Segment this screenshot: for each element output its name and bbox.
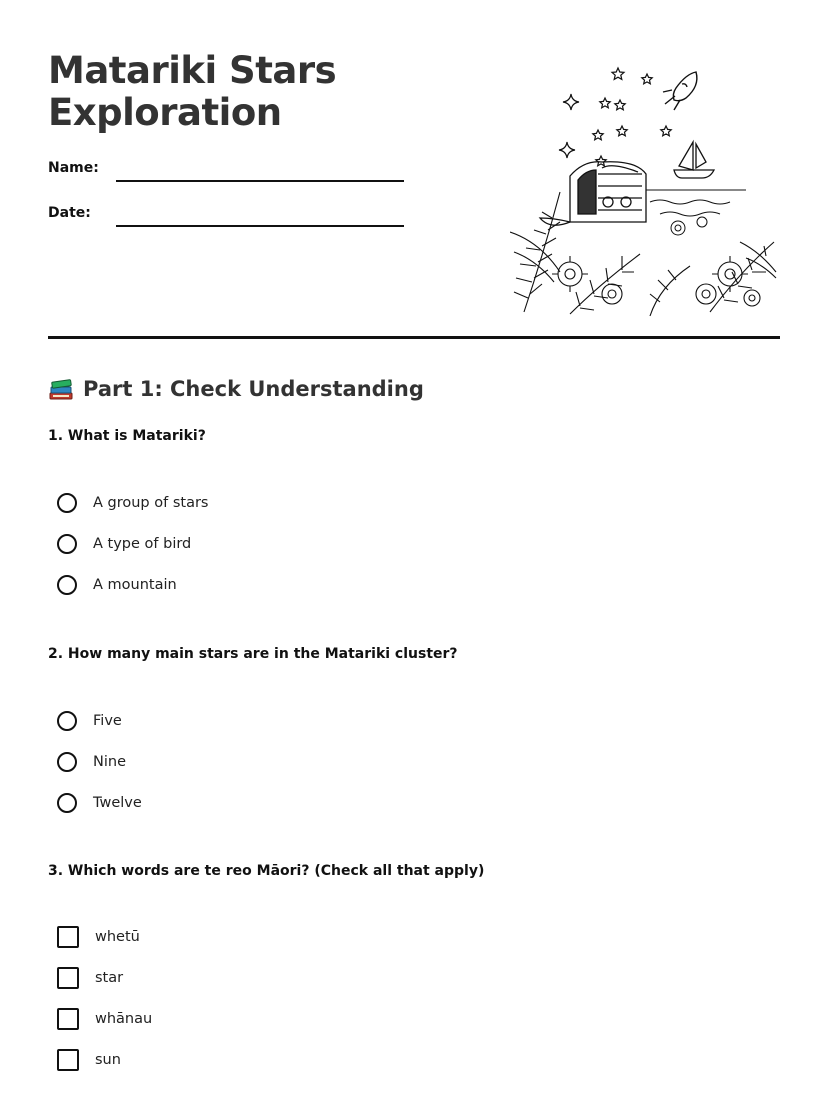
- books-icon: [48, 376, 74, 402]
- date-label: Date:: [48, 205, 91, 221]
- stars-icon: [559, 68, 671, 166]
- option-label: Five: [93, 713, 122, 729]
- option-label: A group of stars: [93, 495, 209, 511]
- comet-icon: [663, 72, 697, 110]
- radio-button[interactable]: [57, 711, 77, 731]
- q3-option-4[interactable]: [57, 1047, 121, 1073]
- q2-option-2[interactable]: [57, 749, 126, 775]
- q1-option-1[interactable]: [57, 490, 208, 516]
- radio-button[interactable]: [57, 752, 77, 772]
- q1-option-2[interactable]: [57, 531, 191, 557]
- title-line-1: Matariki Stars: [48, 49, 337, 92]
- q2-option-1[interactable]: [57, 708, 122, 734]
- date-line[interactable]: [116, 225, 404, 227]
- part1-heading: [48, 374, 424, 404]
- option-label: star: [95, 970, 124, 986]
- option-label: A mountain: [93, 577, 177, 593]
- radio-button[interactable]: [57, 575, 77, 595]
- q3-option-3[interactable]: [57, 1006, 152, 1032]
- date-field[interactable]: [48, 205, 408, 235]
- name-line[interactable]: [116, 180, 404, 182]
- question-3-text: 3. Which words are te reo Māori? (Check all that apply): [48, 863, 485, 879]
- checkbox[interactable]: [57, 926, 79, 948]
- q3-option-1[interactable]: [57, 924, 140, 950]
- title-line-2: Exploration: [48, 91, 282, 134]
- checkbox[interactable]: [57, 1049, 79, 1071]
- option-label: whānau: [95, 1011, 153, 1027]
- worksheet-header: [48, 48, 780, 328]
- matariki-scene-illustration: [510, 62, 780, 322]
- header-divider: [48, 336, 780, 339]
- checkbox[interactable]: [57, 967, 79, 989]
- radio-button[interactable]: [57, 534, 77, 554]
- option-label: whetū: [95, 929, 140, 945]
- option-label: sun: [95, 1052, 121, 1068]
- checkbox[interactable]: [57, 1008, 79, 1030]
- name-label: Name:: [48, 160, 99, 176]
- sailboat-icon: [674, 142, 714, 178]
- option-label: A type of bird: [93, 536, 192, 552]
- sea-icon: [646, 190, 746, 235]
- page-title: [48, 50, 468, 134]
- ferns-icon: [510, 192, 776, 316]
- wharenui-icon: [540, 162, 646, 225]
- q3-option-2[interactable]: [57, 965, 123, 991]
- radio-button[interactable]: [57, 493, 77, 513]
- part1-title: Part 1: Check Understanding: [83, 377, 424, 401]
- q2-option-3[interactable]: [57, 790, 142, 816]
- question-2-text: 2. How many main stars are in the Matariki cluster?: [48, 646, 458, 662]
- radio-button[interactable]: [57, 793, 77, 813]
- option-label: Twelve: [93, 795, 142, 811]
- name-field[interactable]: [48, 160, 408, 190]
- option-label: Nine: [93, 754, 126, 770]
- question-1-text: 1. What is Matariki?: [48, 428, 206, 444]
- q1-option-3[interactable]: [57, 572, 177, 598]
